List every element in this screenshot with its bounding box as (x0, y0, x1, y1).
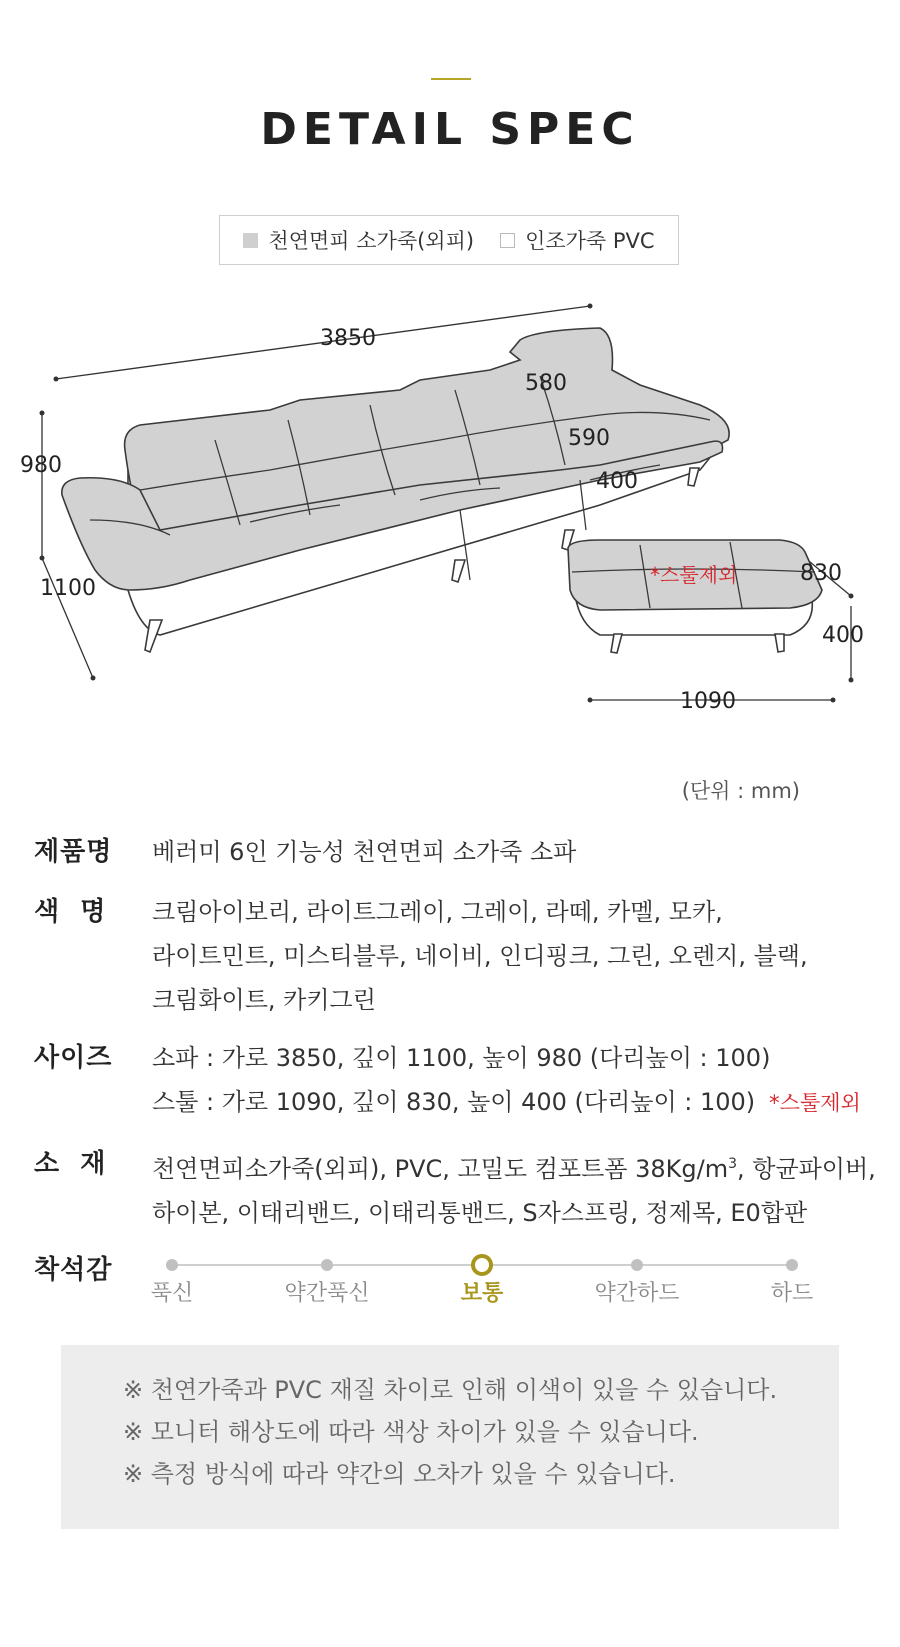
spec-value-material (152, 1142, 876, 1235)
legend-label-leather: 천연면피 소가죽(외피) (268, 229, 475, 253)
stool-excluded-note: *스툴제외 (650, 563, 738, 587)
notice-line: ※ 모니터 해상도에 따라 색상 차이가 있을 수 있습니다. (123, 1418, 699, 1446)
size-stool-note: *스툴제외 (769, 1091, 861, 1115)
stool-illustration (568, 540, 822, 653)
spec-label-color: 색 명 (34, 897, 107, 927)
size-sofa: 소파 : 가로 3850, 깊이 1100, 높이 980 (다리높이 : 100) (152, 1044, 771, 1072)
leather-swatch-icon (243, 233, 258, 248)
pvc-swatch-icon (500, 233, 515, 248)
comfort-label-soft: 푹신 (150, 1281, 194, 1306)
legend-item-pvc (500, 225, 655, 255)
dim-label-stool-height: 400 (822, 623, 864, 648)
notice-box (61, 1345, 839, 1529)
comfort-label-slightly-hard: 약간하드 (594, 1281, 680, 1306)
spec-value-color (152, 890, 808, 1022)
comfort-scale-track (172, 1264, 792, 1266)
spec-value-size (152, 1036, 861, 1125)
dim-label-chaise-580: 580 (525, 371, 567, 396)
material-line1-sup: 3 (728, 1156, 737, 1172)
sofa-dimension-diagram (0, 290, 900, 730)
spec-value-product-name: 베러미 6인 기능성 천연면피 소가죽 소파 (152, 838, 577, 866)
size-stool-line (152, 1080, 861, 1125)
spec-label-material: 소 재 (34, 1149, 107, 1179)
dim-label-depth: 1100 (40, 576, 96, 601)
size-stool: 스툴 : 가로 1090, 깊이 830, 높이 400 (다리높이 : 100) (152, 1088, 756, 1116)
spec-label-size: 사이즈 (34, 1043, 113, 1073)
spec-label-product-name: 제품명 (34, 837, 113, 867)
dim-label-chaise-400: 400 (596, 469, 638, 494)
color-line: 라이트민트, 미스티블루, 네이비, 인디핑크, 그린, 오렌지, 블랙, (152, 942, 808, 970)
notice-line: ※ 측정 방식에 따라 약간의 오차가 있을 수 있습니다. (123, 1460, 676, 1488)
legend-label-pvc: 인조가죽 PVC (525, 229, 655, 253)
material-line1-prefix: 천연면피소가죽(외피), PVC, 고밀도 컴포트폼 38Kg/m (152, 1155, 729, 1183)
dim-label-stool-width: 1090 (680, 689, 736, 714)
comfort-dot-selected (471, 1254, 493, 1276)
comfort-dot (321, 1259, 333, 1271)
spec-label-comfort: 착석감 (34, 1255, 113, 1285)
dim-label-stool-depth: 830 (800, 561, 842, 586)
unit-label: (단위 : mm) (681, 779, 800, 803)
comfort-label-hard: 하드 (770, 1281, 814, 1306)
comfort-dot (786, 1259, 798, 1271)
comfort-dot (631, 1259, 643, 1271)
dim-label-height: 980 (20, 453, 62, 478)
page-title: DETAIL SPEC (260, 104, 640, 155)
material-line (152, 1142, 876, 1191)
material-line: 하이본, 이태리밴드, 이태리통밴드, S자스프링, 정제목, E0합판 (152, 1199, 808, 1227)
color-line: 크림아이보리, 라이트그레이, 그레이, 라떼, 카멜, 모카, (152, 898, 723, 926)
notice-line: ※ 천연가죽과 PVC 재질 차이로 인해 이색이 있을 수 있습니다. (123, 1376, 778, 1404)
title-accent-line (431, 78, 471, 80)
dim-label-chaise-590: 590 (568, 426, 610, 451)
dim-label-width: 3850 (320, 326, 376, 351)
legend-item-leather (243, 225, 474, 255)
comfort-dot (166, 1259, 178, 1271)
comfort-label-slightly-soft: 약간푹신 (284, 1281, 370, 1306)
color-line: 크림화이트, 카키그린 (152, 986, 376, 1014)
material-line1-suffix: , 항균파이버, (737, 1155, 876, 1183)
comfort-label-normal: 보통 (460, 1281, 504, 1306)
material-legend (219, 215, 679, 265)
